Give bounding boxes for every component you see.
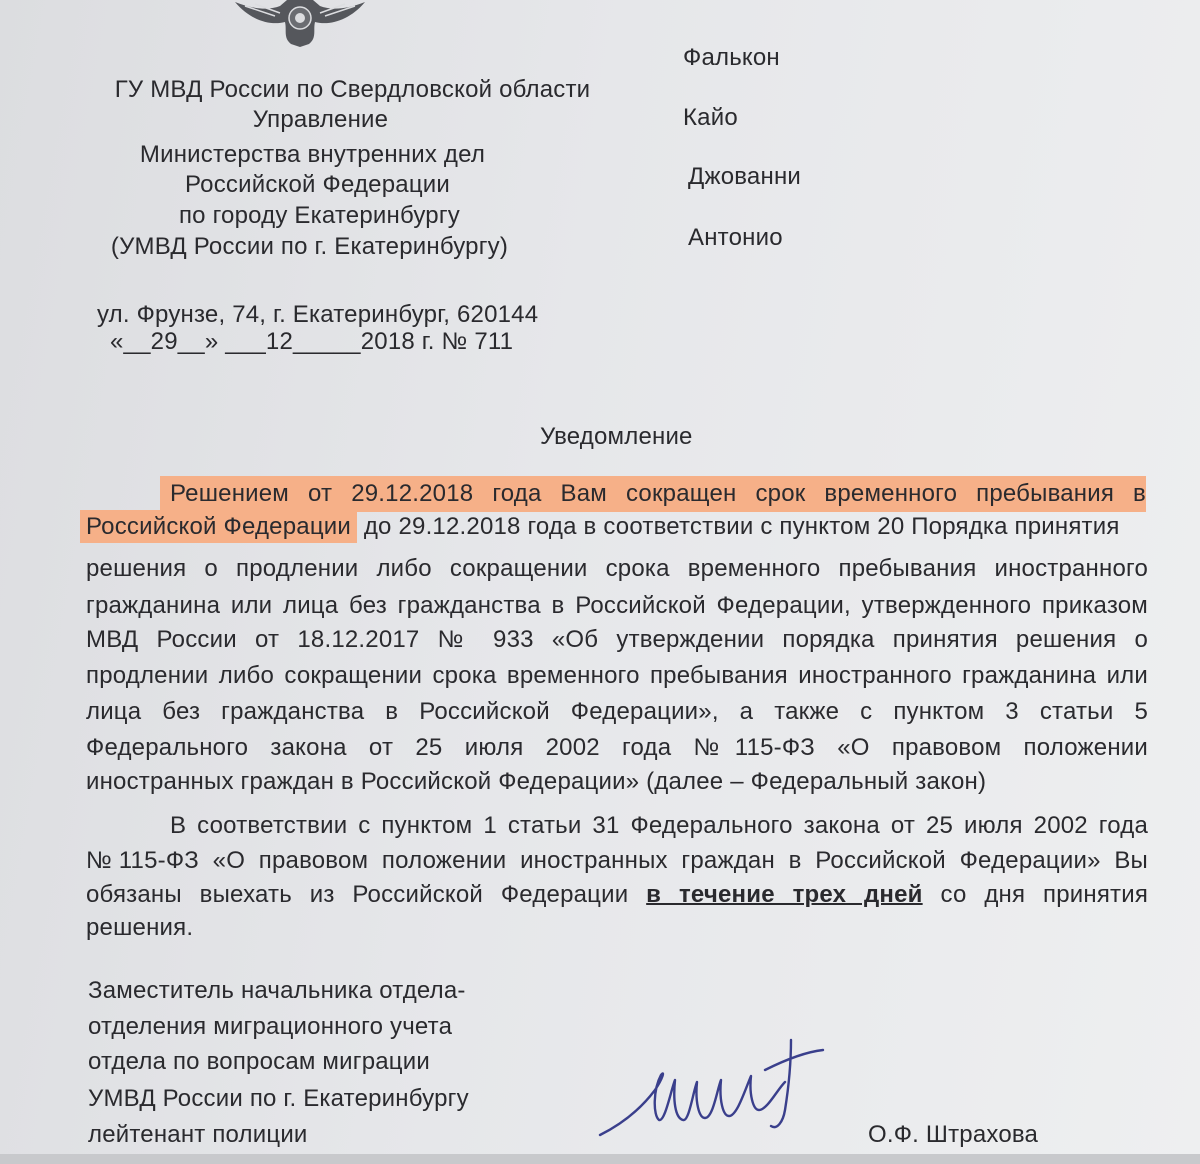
org-line: (УМВД России по г. Екатеринбургу) [110, 233, 509, 260]
recipient-name: Кайо [683, 104, 738, 131]
paragraph-line: гражданина или лица без гражданства в Российской Федерации, утвержденного приказом [86, 592, 1148, 619]
eagle-emblem-icon [225, 0, 375, 48]
paragraph-line [86, 880, 1148, 910]
paragraph-line: В соответствии с пунктом 1 статьи 31 Федерального закона от 25 июля 2002 года [170, 812, 1148, 839]
paragraph-line [80, 512, 1120, 542]
highlighted-text: Решением от 29.12.2018 года Вам сокращен срок временного пребывания в [170, 480, 1146, 507]
org-line: Управление [252, 106, 389, 133]
recipient-name: Фалькон [683, 44, 780, 71]
paragraph-line: МВД России от 18.12.2017 № 933 «Об утверждении порядка принятия решения о [86, 626, 1148, 653]
handwritten-signature [595, 1030, 825, 1140]
org-line: по городу Екатеринбургу [178, 202, 460, 229]
paragraph-text: со дня принятия [940, 881, 1149, 908]
paragraph-line: лица без гражданства в Российской Федерации», а также с пунктом 3 статьи 5 [86, 698, 1148, 725]
paragraph-line: Федерального закона от 25 июля 2002 года №115-ФЗ «О правовом положении [86, 734, 1148, 761]
paragraph-line: иностранных граждан в Российской Федерации» (далее – Федеральный закон) [86, 768, 987, 795]
document-title: Уведомление [540, 423, 693, 450]
org-line: ГУ МВД России по Свердловской области [114, 76, 591, 103]
highlighted-text: Российской Федерации [80, 510, 357, 543]
recipient-name: Антонио [688, 224, 783, 251]
address: ул. Фрунзе, 74, г. Екатеринбург, 620144 [97, 301, 539, 328]
org-line: Российской Федерации [185, 171, 450, 198]
paragraph-text: обязаны выехать из Российской Федерации [86, 881, 647, 908]
paragraph-line: решения о продлении либо сокращении срока временного пребывания иностранного [86, 555, 1148, 582]
signatory-line: отделения миграционного учета [88, 1013, 453, 1040]
paragraph-text: до 29.12.2018 года в соответствии с пунктом 20 Порядка принятия [356, 513, 1120, 540]
paragraph-line: продлении либо сокращении срока временного пребывания иностранного гражданина или [86, 662, 1148, 689]
recipient-name: Джованни [688, 163, 801, 190]
deadline-emphasis: в течение трех дней [646, 881, 923, 908]
bottom-edge [0, 1154, 1200, 1164]
signatory-line: отдела по вопросам миграции [88, 1048, 430, 1075]
signatory-line: Заместитель начальника отдела- [88, 977, 466, 1004]
signatory-line: лейтенант полиции [88, 1121, 308, 1148]
date-number-line: «__29__» ___12_____2018 г. № 711 [110, 328, 514, 355]
paragraph-line: решения. [86, 914, 194, 941]
paragraph-line: №115-ФЗ «О правовом положении иностранных граждан в Российской Федерации» Вы [86, 847, 1148, 874]
signatory-name: О.Ф. Штрахова [868, 1121, 1039, 1148]
org-line: Министерства внутренних дел [139, 141, 486, 168]
signatory-line: УМВД России по г. Екатеринбургу [88, 1085, 469, 1112]
